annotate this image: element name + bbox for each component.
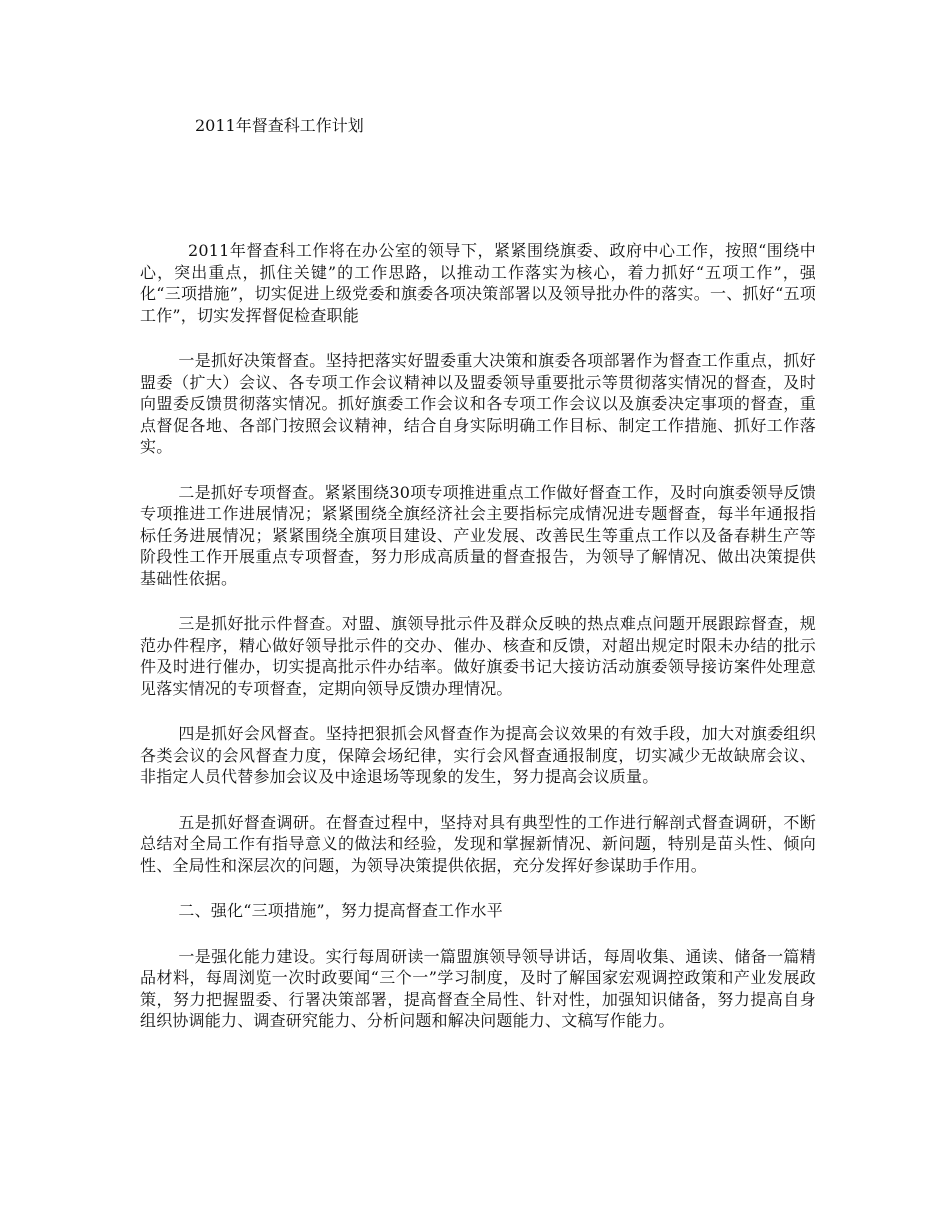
paragraph-capacity-building: 一是强化能力建设。实行每周研读一篇盟旗领导领导讲话，每周收集、通读、储备一篇精品材料，每周浏览一次时政要闻“三个一”学习制度，及时了解国家宏观调控政策和产业发展政策，努力把握盟委、行署决策部署，提高督查全局性、针对性，加强知识储备，努力提高自身组织协调能力、调查研究能力、分析问题和解决问题能力、文稿写作能力。	[140, 946, 816, 1030]
paragraph-special-supervision: 二是抓好专项督查。紧紧围绕30项专项推进重点工作做好督查工作，及时向旗委领导反馈专项推进工作进展情况；紧紧围绕全旗经济社会主要指标完成情况进专题督查，每半年通报指标任务进展情况；紧紧围绕全旗项目建设、产业发展、改善民生等重点工作以及备春耕生产等阶段性工作开展重点专项督查，努力形成高质量的督查报告，为领导了解情况、做出决策提供基础性依据。	[140, 482, 816, 588]
paragraph-instruction-supervision: 三是抓好批示件督查。对盟、旗领导批示件及群众反映的热点难点问题开展跟踪督查，规范办件程序，精心做好领导批示件的交办、催办、核查和反馈，对超出规定时限未办结的批示件及时进行催办，切实提高批示件办结率。做好旗委书记大接访活动旗委领导接访案件处理意见落实情况的专项督查，定期向领导反馈办理情况。	[140, 614, 816, 698]
paragraph-supervision-research: 五是抓好督查调研。在督查过程中，坚持对具有典型性的工作进行解剖式督查调研，不断总结对全局工作有指导意义的做法和经验，发现和掌握新情况、新问题，特别是苗头性、倾向性、全局性和深层次的问题，为领导决策提供依据，充分发挥好参谋助手作用。	[140, 812, 816, 875]
paragraph-decision-supervision: 一是抓好决策督查。坚持把落实好盟委重大决策和旗委各项部署作为督查工作重点，抓好盟委（扩大）会议、各专项工作会议精神以及盟委领导重要批示等贯彻落实情况的督查，及时向盟委反馈贯彻落实情况。抓好旗委工作会议和各专项工作会议以及旗委决定事项的督查，重点督促各地、各部门按照会议精神，结合自身实际明确工作目标、制定工作措施、抓好工作落实。	[140, 351, 816, 456]
document-title: 2011年督查科工作计划	[195, 116, 364, 135]
document-body	[140, 240, 816, 1056]
paragraph-intro: 2011年督查科工作将在办公室的领导下，紧紧围绕旗委、政府中心工作，按照“围绕中心，突出重点，抓住关键”的工作思路，以推动工作落实为核心，着力抓好“五项工作”，强化“三项措施”，切实促进上级党委和旗委各项决策部署以及领导批办件的落实。一、抓好“五项工作”，切实发挥督促检查职能	[140, 241, 816, 325]
section-heading-three-measures: 二、强化“三项措施”，努力提高督查工作水平	[178, 901, 503, 920]
paragraph-meeting-supervision: 四是抓好会风督查。坚持把狠抓会风督查作为提高会议效果的有效手段，加大对旗委组织各类会议的会风督查力度，保障会场纪律，实行会风督查通报制度，切实减少无故缺席会议、非指定人员代替参加会议及中途退场等现象的发生，努力提高会议质量。	[140, 724, 816, 786]
